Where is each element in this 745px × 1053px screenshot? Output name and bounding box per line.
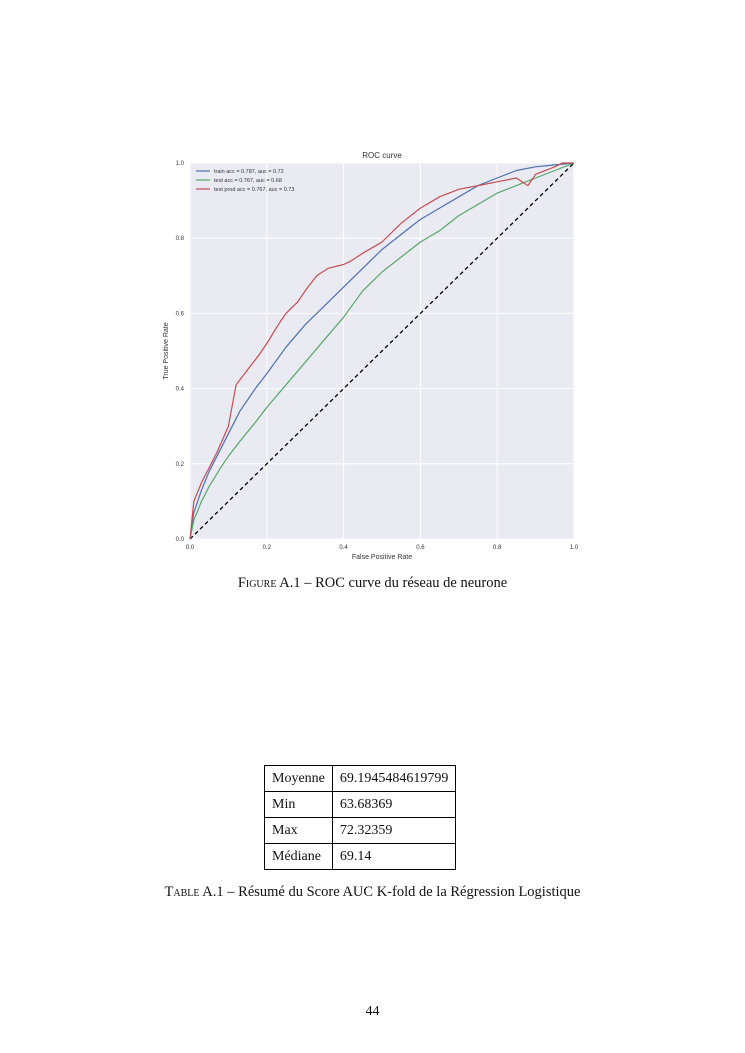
x-tick-label: 0.8 (493, 545, 502, 551)
table-row (265, 844, 456, 870)
table-cell-label: Médiane (265, 844, 333, 870)
chart-title: ROC curve (362, 151, 402, 160)
page-number: 44 (365, 1004, 380, 1019)
table-cell-value: 72.32359 (332, 818, 456, 844)
table-cell-value: 63.68369 (332, 792, 456, 818)
y-tick-label: 1.0 (175, 161, 184, 167)
table-caption-text: Résumé du Score AUC K-fold de la Régression Logistique (238, 884, 581, 900)
x-tick-label: 1.0 (569, 545, 579, 551)
table-row (265, 766, 456, 792)
table-cell-label: Max (265, 818, 333, 844)
caption-separator: – (227, 884, 239, 900)
table-caption-label: Table A.1 (164, 884, 224, 900)
x-tick-label: 0.4 (339, 545, 348, 551)
x-tick-label: 0.6 (416, 545, 425, 551)
x-axis-label: False Positive Rate (351, 554, 413, 561)
table-cell-value: 69.1945484619799 (332, 766, 456, 792)
figure-caption-label: Figure A.1 (237, 575, 301, 591)
figure-caption-text: ROC curve du réseau de neurone (315, 575, 508, 591)
roc-figure (150, 145, 590, 565)
table-row (265, 792, 456, 818)
table-cell-label: Min (265, 792, 333, 818)
summary-table-container (264, 765, 456, 870)
figure-caption (0, 575, 745, 592)
y-tick-label: 0.4 (175, 386, 184, 393)
roc-chart (150, 145, 590, 565)
y-tick-label: 0.8 (175, 236, 184, 243)
y-tick-label: 0.0 (175, 537, 184, 543)
table-cell-label: Moyenne (265, 766, 333, 792)
x-tick-label: 0.0 (185, 545, 195, 551)
table-caption (0, 884, 745, 901)
y-tick-label: 0.2 (175, 461, 184, 468)
caption-separator: – (304, 575, 316, 591)
table-cell-value: 69.14 (332, 844, 456, 870)
table-row (265, 818, 456, 844)
auc-summary-table (264, 765, 456, 870)
x-tick-label: 0.2 (262, 545, 271, 551)
legend-entry: test prod acc = 0.767, auc = 0.73 (214, 187, 295, 193)
y-tick-label: 0.6 (175, 311, 184, 318)
legend-entry: train acc = 0.787, auc = 0.72 (214, 169, 284, 175)
y-axis-label: True Positive Rate (163, 322, 170, 380)
legend-entry: test acc = 0.767, auc = 0.68 (214, 178, 282, 184)
